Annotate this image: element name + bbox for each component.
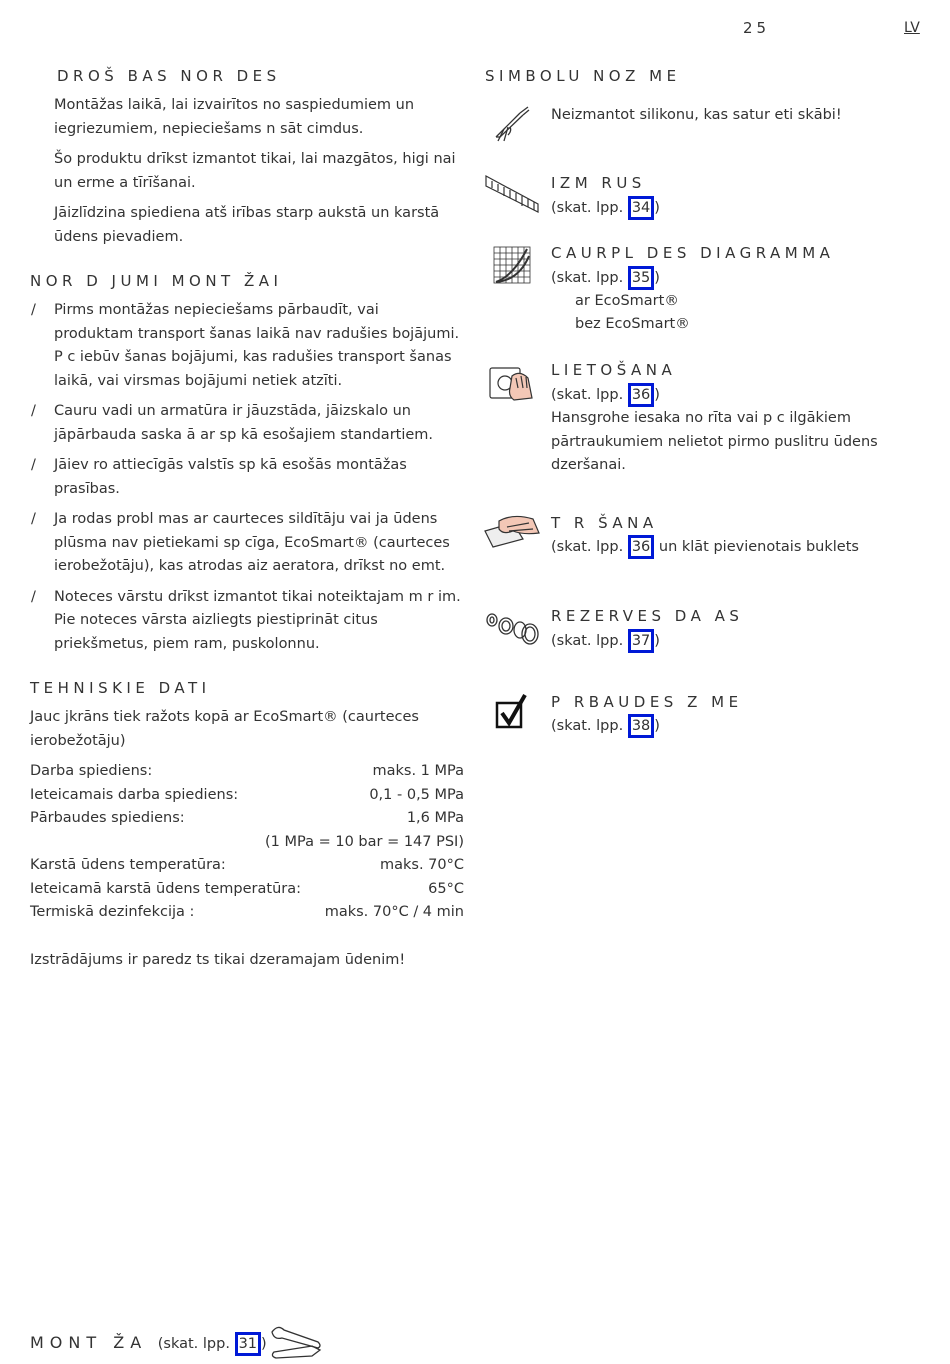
ref-prefix: (skat. lpp. xyxy=(157,1336,235,1352)
checkbox-icon xyxy=(495,693,529,731)
bullet-mark: / xyxy=(31,511,36,527)
ref-suffix: ) xyxy=(654,200,660,216)
flow-diagram-icon xyxy=(493,246,531,284)
spec-value: maks. 1 MPa xyxy=(372,763,464,779)
spare-parts-icon xyxy=(484,608,542,648)
caulking-gun-icon xyxy=(490,103,530,143)
spec-value: 1,6 MPa xyxy=(406,810,464,826)
cleaning-ref xyxy=(551,535,859,560)
page-link-38[interactable]: 38 xyxy=(628,714,654,738)
safety-paragraph: Jāizlīdzina spiediena atš irības starp aukstā un karstā ūdens pievadiem. xyxy=(54,205,440,245)
list-item xyxy=(31,299,461,393)
cleaning-title: T R ŠANA xyxy=(551,514,658,532)
tech-heading: TEHNISKIE DATI xyxy=(30,679,211,697)
list-item-text: Cauru vadi un armatūra ir jāuzstāda, jāizskalo un jāpārbauda saska ā ar sp kā esošajiem standartiem. xyxy=(54,403,434,443)
spec-label: Termiskā dezinfekcija : xyxy=(30,904,195,920)
flow-with-ecosmart: ar EcoSmart® xyxy=(575,293,679,309)
spec-row xyxy=(30,807,464,831)
dimensions-title: IZM RUS xyxy=(551,174,646,192)
ref-suffix: ) xyxy=(654,387,660,403)
dimensions-ref xyxy=(551,196,660,221)
spare-parts-title: REZERVES DA AS xyxy=(551,607,744,625)
list-item xyxy=(31,454,461,501)
bullet-mark: / xyxy=(31,302,36,318)
ref-suffix: ) xyxy=(261,1336,267,1352)
usage-title: LIETOŠANA xyxy=(551,361,677,379)
page-link-36[interactable]: 36 xyxy=(628,383,654,407)
spec-note: (1 MPa = 10 bar = 147 PSI) xyxy=(265,833,464,850)
tech-section xyxy=(30,706,464,925)
ref-prefix: (skat. lpp. xyxy=(551,718,628,734)
tech-intro: Jauc jkrāns tiek ražots kopā ar EcoSmart® (caurteces ierobežotāju) xyxy=(30,709,419,749)
list-item xyxy=(31,586,461,657)
list-item xyxy=(31,400,461,447)
drinking-water-note: Izstrādājums ir paredz ts tikai dzeramajam ūdenim! xyxy=(30,952,406,968)
bullet-mark: / xyxy=(31,588,36,605)
spec-label: Pārbaudes spiediens: xyxy=(30,810,185,826)
spec-value: maks. 70°C xyxy=(379,857,464,873)
ref-suffix: ) xyxy=(654,718,660,734)
ref-prefix: (skat. lpp. xyxy=(551,270,628,286)
safety-paragraph: Šo produktu drīkst izmantot tikai, lai mazgātos, higi nai un erme a tīrīšanai. xyxy=(54,151,456,191)
page-link-36-cleaning[interactable]: 36 xyxy=(628,535,654,559)
symbols-heading: SIMBOLU NOZ ME xyxy=(485,67,681,85)
usage-text: Hansgrohe iesaka no rīta vai p c ilgākiem pārtraukumiem nelietot pirmo puslitru ūdens dzeršanai. xyxy=(551,410,878,473)
installation-heading: NOR D JUMI MONT ŽAI xyxy=(30,272,283,290)
installation-footer xyxy=(30,1331,267,1357)
footer-title: MONT ŽA xyxy=(30,1333,148,1352)
hand-faucet-icon xyxy=(488,362,534,402)
test-mark-title: P RBAUDES Z ME xyxy=(551,693,743,711)
flow-title: CAURPL DES DIAGRAMMA xyxy=(551,244,835,262)
language-code: LV xyxy=(904,20,920,36)
spec-row xyxy=(30,784,464,808)
bullet-mark: / xyxy=(31,457,36,473)
ruler-icon xyxy=(484,174,540,216)
spec-row xyxy=(30,760,464,784)
page-link-37[interactable]: 37 xyxy=(628,629,654,653)
ref-prefix: (skat. lpp. xyxy=(551,387,628,403)
spec-label: Ieteicamais darba spiediens: xyxy=(30,786,239,803)
ref-prefix: (skat. lpp. xyxy=(551,633,628,649)
page-number: 25 xyxy=(743,19,771,37)
safety-section xyxy=(54,94,464,249)
spec-value: 65°C xyxy=(428,880,464,897)
test-mark-ref xyxy=(551,714,660,739)
page-link-31[interactable]: 31 xyxy=(235,1332,261,1356)
spec-row xyxy=(30,901,464,925)
page-link-34[interactable]: 34 xyxy=(628,196,654,220)
page-link-35[interactable]: 35 xyxy=(628,266,654,290)
ref-suffix: un klāt pievienotais buklets xyxy=(654,539,859,555)
spare-parts-ref xyxy=(551,629,660,654)
ref-prefix: (skat. lpp. xyxy=(551,200,628,216)
safety-heading: DROŠ BAS NOR DES xyxy=(57,67,281,85)
flow-without-ecosmart: bez EcoSmart® xyxy=(575,316,690,332)
ref-prefix: (skat. lpp. xyxy=(551,539,628,555)
list-item-text: Jāiev ro attiecīgās valstīs sp kā esošās montāžas prasības. xyxy=(54,457,407,497)
safety-paragraph: Montāžas laikā, lai izvairītos no saspiedumiem un iegriezumiem, nepieciešams n sāt cimdus. xyxy=(54,97,415,137)
list-item xyxy=(31,508,461,579)
spec-label: Ieteicamā karstā ūdens temperatūra: xyxy=(30,880,302,897)
list-item-text: Pirms montāžas nepieciešams pārbaudīt, vai produktam transport šanas laikā nav radušies bojājumi. P c iebūv šanas bojājumi, kas radušies transport šanas laikā, vai virsmas bojājumi netiek atzīti. xyxy=(54,302,460,389)
spec-value: 0,1 - 0,5 MPa xyxy=(369,786,464,803)
usage-ref xyxy=(551,383,660,408)
flow-ref xyxy=(551,266,660,291)
spec-label: Karstā ūdens temperatūra: xyxy=(30,857,226,873)
ref-suffix: ) xyxy=(654,633,660,649)
spec-row xyxy=(30,878,464,902)
installation-list xyxy=(31,299,461,663)
list-item-text: Noteces vārstu drīkst izmantot tikai noteiktajam m r im. Pie noteces vārsta aizliegts piestiprināt citus priekšmetus, piem ram, puskolonnu. xyxy=(54,588,461,652)
spec-label: Darba spiediens: xyxy=(30,763,153,779)
spec-row xyxy=(30,854,464,878)
spec-value: maks. 70°C / 4 min xyxy=(324,904,464,920)
bullet-mark: / xyxy=(31,403,36,419)
ref-suffix: ) xyxy=(654,270,660,286)
list-item-text: Ja rodas probl mas ar caurteces sildītāju vai ja ūdens plūsma nav pietiekami sp cīga, EcoSmart® (caurteces ierobežotāju), kas atrodas aiz aeratora, drīkst no emt. xyxy=(54,511,450,574)
wrench-icon xyxy=(268,1324,324,1362)
cleaning-hand-icon xyxy=(483,513,541,553)
silicone-warning: Neizmantot silikonu, kas satur eti skābi! xyxy=(551,107,842,123)
